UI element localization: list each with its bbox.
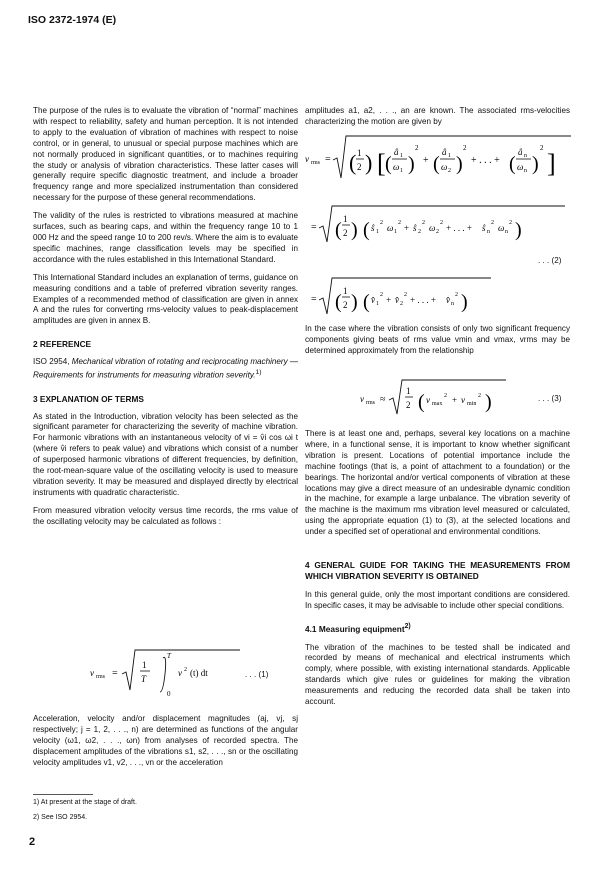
equation-1-label: . . . (1) <box>245 670 269 679</box>
rms-calc-paragraph: From measured vibration velocity versus time records, the rms value of the oscillating velocity may be calculated as follows : <box>33 505 298 526</box>
svg-text:2: 2 <box>406 400 411 410</box>
footnotes <box>33 798 298 822</box>
svg-text:(: ( <box>349 150 357 175</box>
svg-text:ω: ω <box>387 223 394 233</box>
svg-text:rms: rms <box>311 160 320 166</box>
svg-text:1: 1 <box>357 148 362 158</box>
svg-text:): ) <box>351 219 358 241</box>
svg-text:0: 0 <box>167 690 171 698</box>
equation-2a <box>305 132 575 188</box>
beats-paragraph: In the case where the vibration consists of only two significant frequency components giving beats of rms value vmin and vmax, vrms may be determined approximately from the relationship <box>305 324 570 355</box>
svg-text:2: 2 <box>509 220 512 226</box>
section-4-1-heading <box>305 622 570 635</box>
footnote-2: 2) See ISO 2954. <box>33 814 88 821</box>
svg-text:(: ( <box>433 153 440 175</box>
magnitudes-paragraph: Acceleration, velocity and/or displacement magnitudes (aj, vj, sj respectively; j = 1, 2, . . ., n) are determined as functions of the angular velocity (ω1, ω2, . . ., ωn) from analyses of recorded spectra. The displacement amplitudes of the vibrations s1, s2, . . ., sn or the oscillating velocity amplitudes v1, v2, . . ., vn or the acceleration <box>33 714 298 767</box>
svg-text:2: 2 <box>343 300 348 310</box>
svg-text:v̂: v̂ <box>371 295 375 305</box>
left-column-continued <box>33 714 298 769</box>
svg-text:(: ( <box>363 219 370 241</box>
svg-text:n: n <box>487 229 490 235</box>
equation-3 <box>360 376 520 420</box>
svg-text:2: 2 <box>380 292 383 298</box>
svg-text:(: ( <box>363 291 370 313</box>
equation-1 <box>90 644 270 702</box>
left-column <box>33 106 298 528</box>
svg-text:ŝ: ŝ <box>413 223 417 233</box>
svg-text:1: 1 <box>400 153 403 159</box>
svg-text:=: = <box>311 222 317 233</box>
svg-text:): ) <box>408 153 415 175</box>
svg-text:â: â <box>518 147 523 157</box>
svg-text:rms: rms <box>96 674 105 680</box>
svg-text:n: n <box>451 301 454 307</box>
right-column-continued <box>305 429 570 708</box>
svg-text:+ . . . +: + . . . + <box>446 223 472 233</box>
svg-text:=: = <box>112 668 118 679</box>
svg-text:rms: rms <box>366 400 375 406</box>
validity-paragraph: The validity of the rules is restricted to vibrations measured at machine surfaces, such as bearing caps, and within the frequency range 10 to 1 000 Hz and the speed range 10 to 200 rev/s. Where the aim is to evaluate specific machines, range classification levels may be specified in accordance with the rules established in this International Standard. <box>33 211 299 264</box>
page-number: 2 <box>29 836 36 848</box>
svg-text:2: 2 <box>455 292 458 298</box>
svg-text:n: n <box>524 153 527 159</box>
svg-text:+ . . . +: + . . . + <box>471 155 500 166</box>
section-3-heading: 3 EXPLANATION OF TERMS <box>33 393 144 404</box>
right-column-beats <box>305 324 570 357</box>
svg-text:ω: ω <box>441 162 448 172</box>
section-2-heading: 2 REFERENCE <box>33 339 92 350</box>
svg-text:2: 2 <box>400 301 403 307</box>
svg-text:1: 1 <box>142 660 147 670</box>
svg-text:+ . . . +: + . . . + <box>410 295 436 305</box>
svg-text:v: v <box>90 668 94 678</box>
svg-text:1: 1 <box>400 168 403 174</box>
svg-text:ω: ω <box>498 223 505 233</box>
svg-text:max: max <box>432 401 443 407</box>
svg-text:ω: ω <box>429 223 436 233</box>
svg-text:≈: ≈ <box>380 394 386 405</box>
svg-text:2: 2 <box>540 144 544 152</box>
svg-text:): ) <box>532 153 539 175</box>
section-4-1-footnote-mark: 2) <box>404 622 411 630</box>
svg-text:2: 2 <box>444 393 447 399</box>
svg-text:1: 1 <box>343 286 348 296</box>
svg-text:): ) <box>461 291 468 313</box>
velocity-paragraph: As stated in the Introduction, vibration velocity has been selected as the significant parameter for characterizing the severity of machine vibration. For harmonic vibrations with an instantaneous velocity of vi = v̂i cos ωi t (where v̂i refers to peak value) and vibrations which consist of a number of superposed harmonic vibrations of different frequencies, by definition, the root-mean-square value of the oscillating velocity is used to measure vibration severity. It may be measured and displayed directly by electrical instruments with quadratic characteristic. <box>33 411 298 497</box>
svg-text:v̂: v̂ <box>395 295 399 305</box>
svg-text:+: + <box>423 155 429 166</box>
svg-text:1: 1 <box>376 229 379 235</box>
section-4-heading: 4 GENERAL GUIDE FOR TAKING THE MEASUREMENTS FROM WHICH VIBRATION SEVERITY IS OBTAINED <box>305 560 570 582</box>
footnote-1: 1) At present at the stage of draft. <box>33 799 137 806</box>
svg-text:=: = <box>311 294 317 305</box>
svg-text:2: 2 <box>415 144 419 152</box>
key-locations-paragraph: There is at least one and, perhaps, several key locations on a machine where, in a functional sense, it is important to know whether significant vibration is present. Locations of potential importance include the machine footings (that is, a point of attachment to a foundation) or the bearings. The horizontal and/or vertical components of vibration at these locations may give a direct measure of an undesirable dynamic condition in the machine, for example a large unbalance. The vibration severity of the machine is the maximum rms vibration level measured or calculated, using the appropriate equation (1) to (3), at the selected locations and under a specified set of operational and environmental conditions. <box>305 429 570 537</box>
reference-iso: ISO 2954, <box>33 357 72 367</box>
svg-text:1: 1 <box>376 301 379 307</box>
svg-text:(: ( <box>385 153 392 175</box>
svg-text:(t) dt: (t) dt <box>190 668 208 678</box>
svg-text:T: T <box>141 674 147 684</box>
document-header: ISO 2372-1974 (E) <box>28 14 117 26</box>
reference-title: Mechanical vibration of rotating and reciprocating machinery — Requirements for instruments for measuring vibration severity. <box>33 357 298 380</box>
svg-text:v: v <box>305 154 309 164</box>
svg-text:[: [ <box>377 149 386 178</box>
svg-text:): ) <box>365 150 373 175</box>
svg-text:(: ( <box>509 153 516 175</box>
svg-text:(: ( <box>418 391 425 413</box>
svg-text:T: T <box>167 652 171 660</box>
svg-text:(: ( <box>335 291 342 313</box>
section-4-1-title: 4.1 Measuring equipment <box>305 623 405 634</box>
svg-text:2: 2 <box>448 168 451 174</box>
svg-text:2: 2 <box>440 220 443 226</box>
equation-2b <box>305 202 575 246</box>
reference-paragraph <box>33 357 298 382</box>
svg-text:â: â <box>394 147 399 157</box>
svg-text:2: 2 <box>463 144 467 152</box>
svg-text:1: 1 <box>394 229 397 235</box>
svg-text:]: ] <box>547 149 556 178</box>
svg-text:+: + <box>386 295 392 305</box>
svg-text:v: v <box>426 395 430 405</box>
svg-text:): ) <box>456 153 463 175</box>
svg-text:): ) <box>351 291 358 313</box>
svg-text:2: 2 <box>184 667 187 673</box>
svg-text:n: n <box>524 168 527 174</box>
svg-text:=: = <box>325 154 331 165</box>
svg-text:n: n <box>505 229 508 235</box>
svg-text:v: v <box>360 394 364 404</box>
general-guide-paragraph: In this general guide, only the most important conditions are considered. In specific cases, it may be advisable to include other special conditions. <box>305 590 570 610</box>
amplitudes-paragraph: amplitudes a1, a2, . . ., an are known. The associated rms-velocities characterizing the motion are given by <box>305 106 570 126</box>
svg-text:1: 1 <box>406 386 411 396</box>
svg-text:1: 1 <box>448 153 451 159</box>
svg-text:v: v <box>178 668 182 678</box>
reference-footnote-mark: 1) <box>255 369 262 377</box>
svg-text:v̂: v̂ <box>446 295 450 305</box>
svg-text:2: 2 <box>404 292 407 298</box>
svg-text:2: 2 <box>398 220 401 226</box>
svg-text:ω: ω <box>393 162 400 172</box>
svg-text:ŝ: ŝ <box>371 223 375 233</box>
svg-text:2: 2 <box>418 229 421 235</box>
scope-paragraph: This International Standard includes an explanation of terms, guidance on measuring conditions and a table of preferred vibration severity ranges. Examples of a recommended method of classification are given in annex A and the rules for converting rms-velocity values to peak-displacement amplitudes are given in annex B. <box>33 272 298 326</box>
equation-2-label: . . . (2) <box>538 256 562 265</box>
svg-text:2: 2 <box>422 220 425 226</box>
svg-text:ω: ω <box>517 162 524 172</box>
svg-text:2: 2 <box>380 220 383 226</box>
svg-text:v: v <box>461 395 465 405</box>
svg-text:2: 2 <box>357 162 362 172</box>
svg-text:min: min <box>467 401 477 407</box>
right-column <box>305 106 570 128</box>
svg-text:ŝ: ŝ <box>482 223 486 233</box>
svg-text:(: ( <box>335 219 342 241</box>
svg-text:2: 2 <box>436 229 439 235</box>
svg-text:2: 2 <box>491 220 494 226</box>
svg-text:2: 2 <box>478 393 481 399</box>
measuring-equipment-paragraph: The vibration of the machines to be tested shall be indicated and recorded by means of mechanical and electrical instruments which comply, where possible, with existing international standards. Applicable standards which give rules or guidelines for making the vibration measurements and reducing the recorded data shall be taken into account. <box>305 642 570 707</box>
footnote-rule <box>33 794 93 795</box>
svg-text:2: 2 <box>343 228 348 238</box>
svg-text:+: + <box>452 395 458 405</box>
purpose-paragraph: The purpose of the rules is to evaluate the vibration of “normal” machines with respect to reliability, safety and human perception. It is not intended to apply to the evaluation of vibration of machines with respect to noise control, or in general, to unusual or special purpose machines which are not normally produced in significant quantities, or to machines requiring the study or analysis of vibration characteristics. These latter cases will generally require specific diagnostic treatment, and include a broader frequency range and more specialized instrumentation than considered necessary for the purpose of these general recommendations. <box>33 106 298 203</box>
svg-text:â: â <box>442 147 447 157</box>
svg-text:1: 1 <box>343 214 348 224</box>
svg-text:+: + <box>404 223 410 233</box>
equation-2c <box>305 274 505 318</box>
svg-text:): ) <box>515 219 522 241</box>
svg-text:): ) <box>485 391 492 413</box>
equation-3-label: . . . (3) <box>538 394 562 403</box>
